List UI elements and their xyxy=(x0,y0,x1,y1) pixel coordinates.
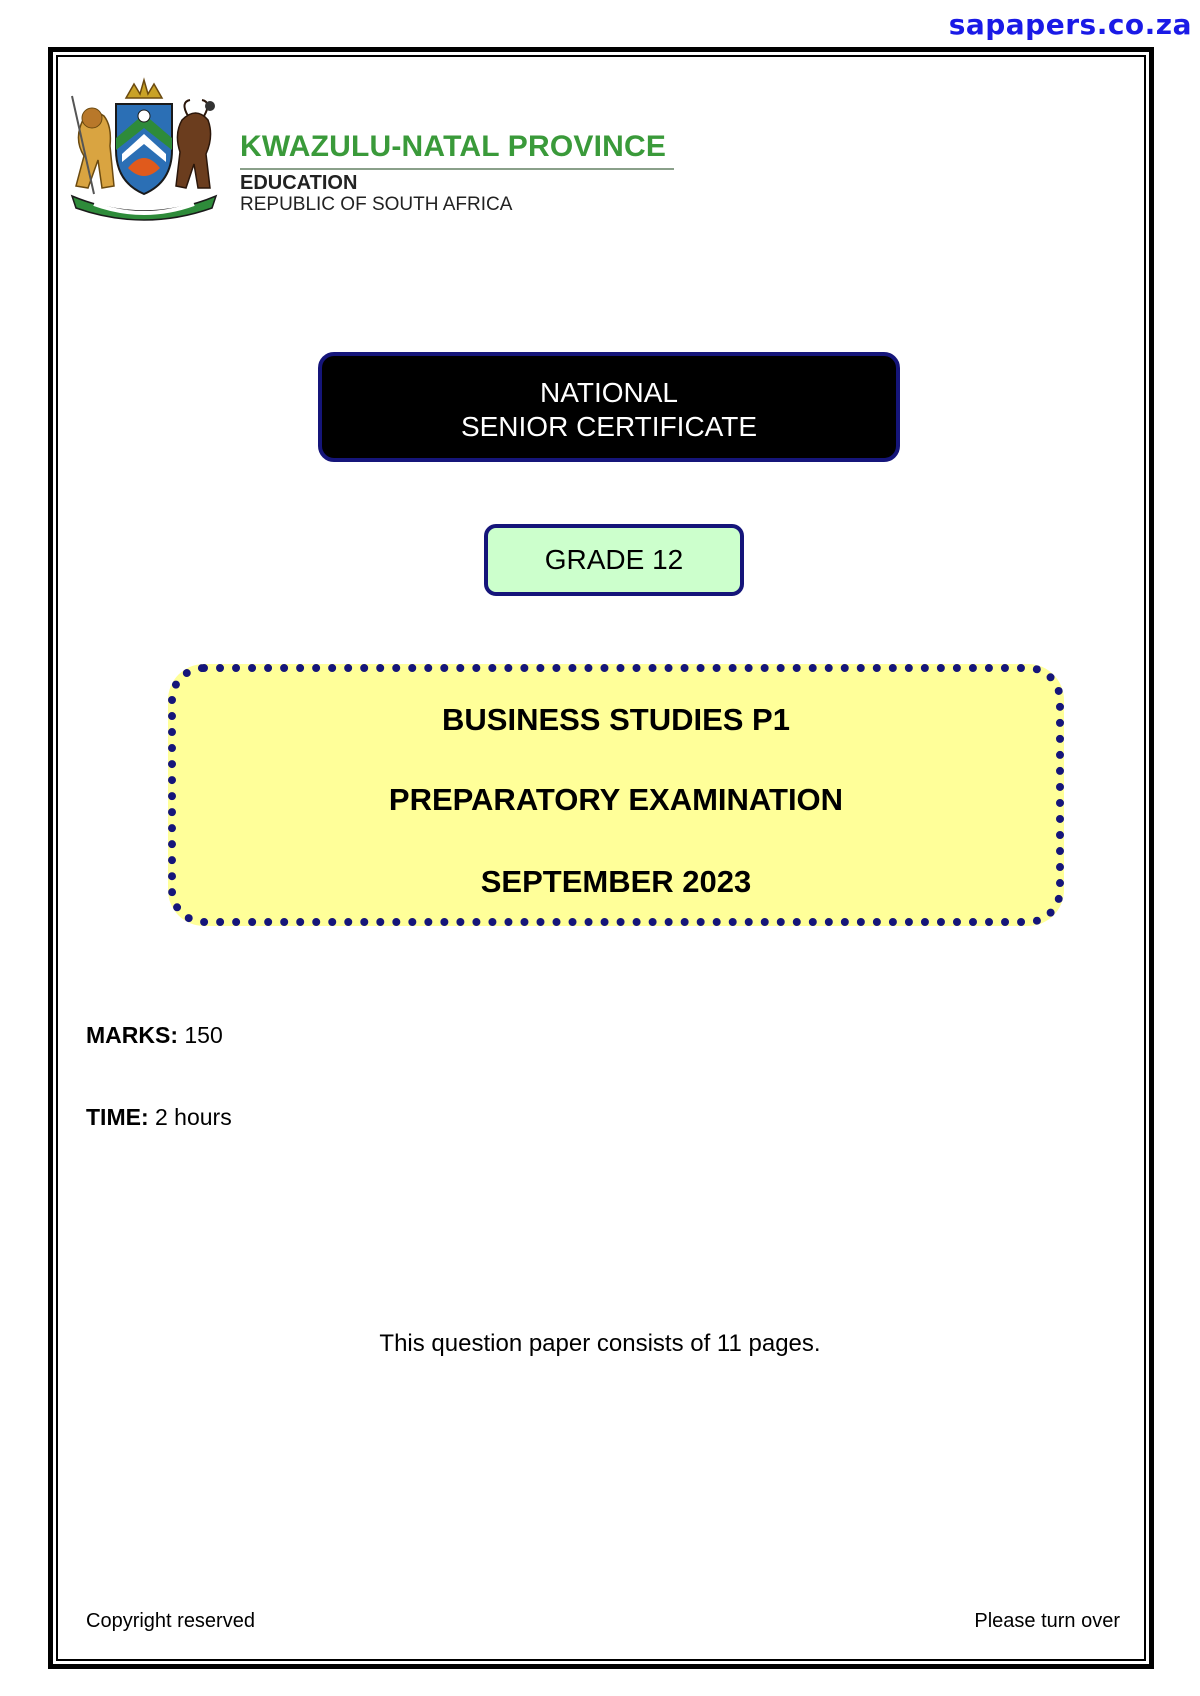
country-name: REPUBLIC OF SOUTH AFRICA xyxy=(240,194,513,215)
time-label: TIME: xyxy=(86,1104,149,1130)
exam-session: SEPTEMBER 2023 xyxy=(480,864,752,899)
grade-badge: GRADE 12 xyxy=(484,524,744,596)
page-count-note: This question paper consists of 11 pages. xyxy=(379,1330,821,1357)
marks-line xyxy=(86,1022,223,1049)
province-name: KWAZULU-NATAL PROVINCE xyxy=(240,130,667,163)
marks-label: MARKS: xyxy=(86,1022,178,1048)
exam-type: PREPARATORY EXAMINATION xyxy=(388,782,844,817)
certificate-line-2: SENIOR CERTIFICATE xyxy=(460,411,758,442)
time-value: 2 hours xyxy=(155,1104,232,1130)
certificate-line-1: NATIONAL xyxy=(540,377,678,408)
certificate-banner xyxy=(318,352,900,462)
copyright-notice: Copyright reserved xyxy=(86,1610,255,1632)
watermark: sapapers.co.za xyxy=(948,8,1192,41)
header-divider xyxy=(240,168,674,170)
department-name: EDUCATION xyxy=(240,172,358,194)
marks-value: 150 xyxy=(184,1022,223,1048)
turn-over-notice: Please turn over xyxy=(974,1610,1120,1632)
subject-panel xyxy=(168,664,1064,926)
time-line xyxy=(86,1104,232,1131)
coat-of-arms-icon xyxy=(64,76,224,228)
subject-title: BUSINESS STUDIES P1 xyxy=(442,702,790,737)
